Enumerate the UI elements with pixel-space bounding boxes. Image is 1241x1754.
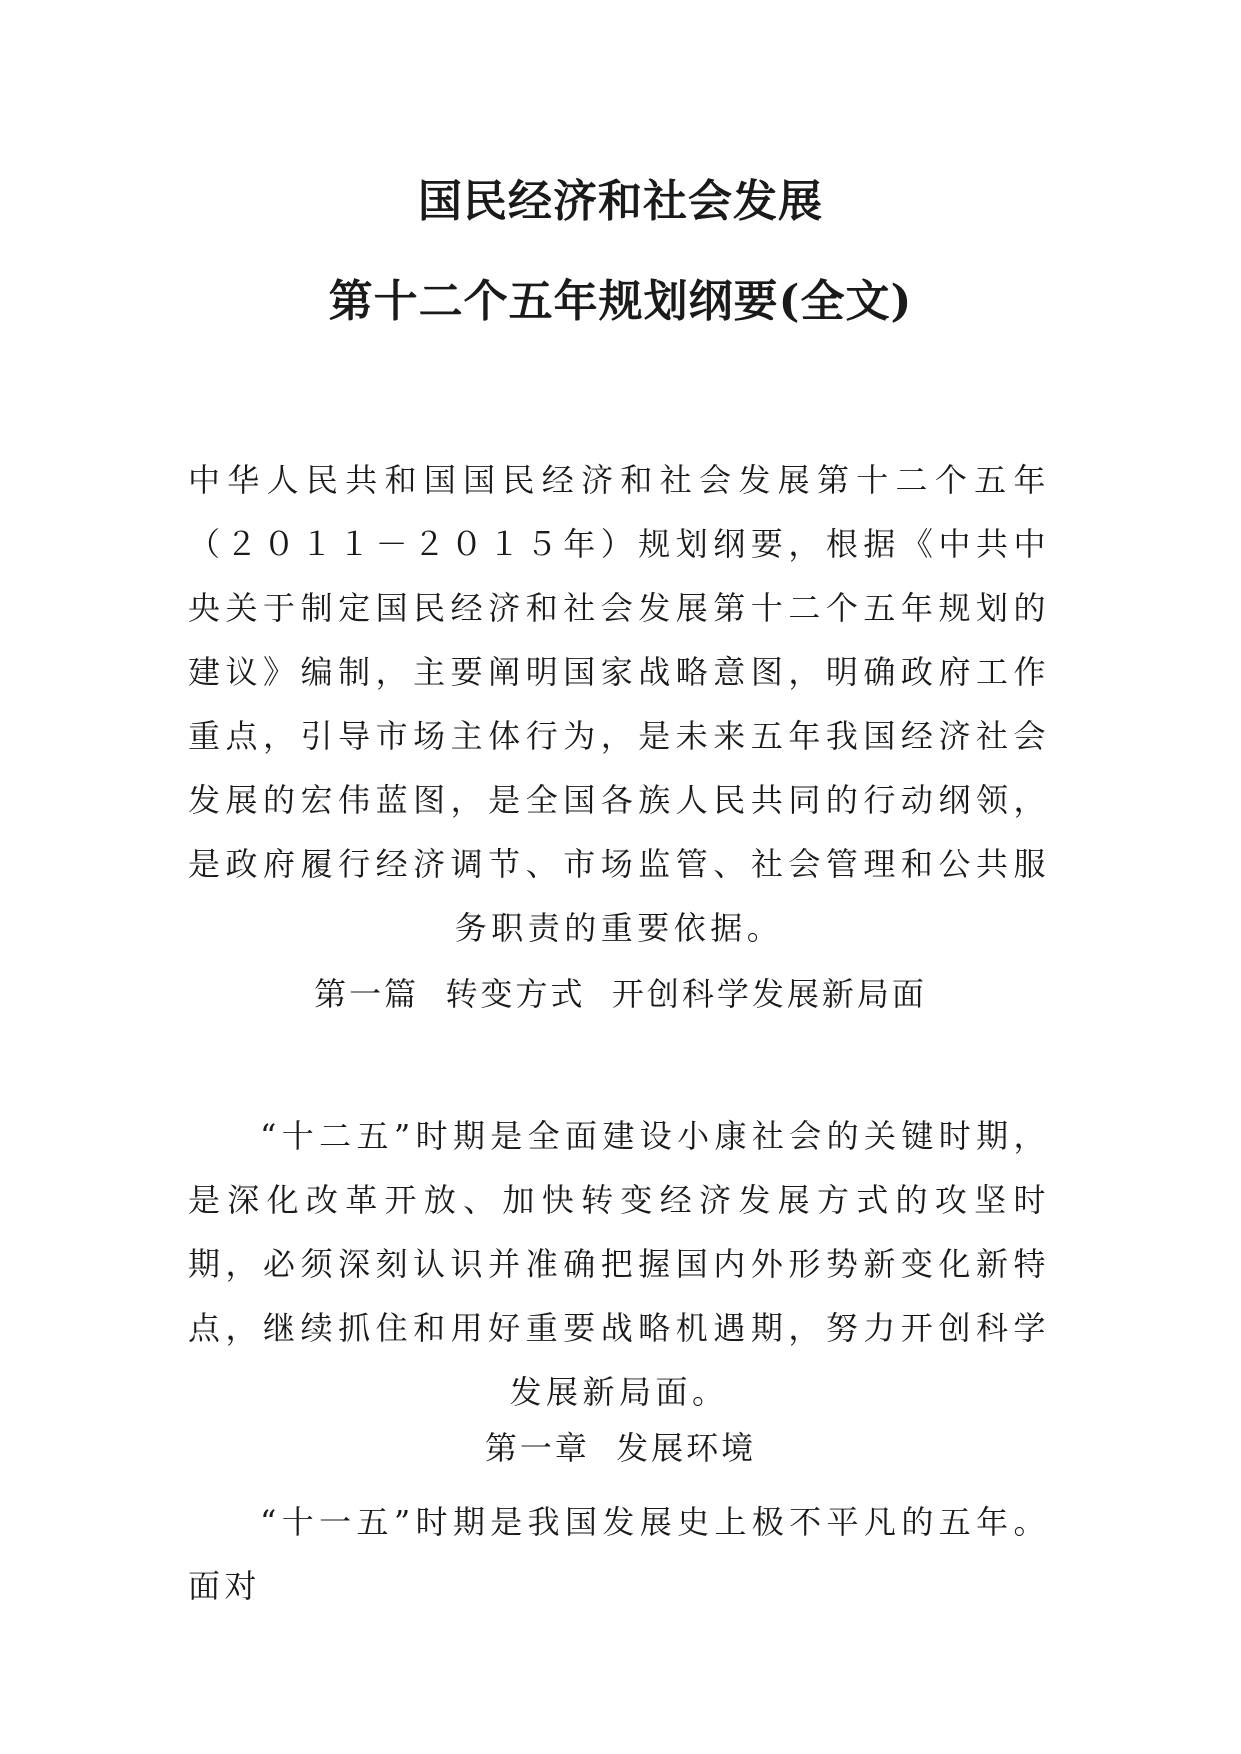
part-heading: 第一篇 转变方式 开创科学发展新局面: [314, 975, 927, 1013]
chapter-heading: 第一章 发展环境: [484, 1429, 757, 1467]
intro-paragraph: 中华人民共和国国民经济和社会发展第十二个五年（２０１１－２０１５年）规划纲要，根据《中共中央关于制定国民经济和社会发展第十二个五年规划的建议》编制，主要阐明国家战略意图，明确政府工作重点，引导市场主体行为，是未来五年我国经济社会发展的宏伟蓝图，是全国各族人民共同的行动纲领，是政府履行经济调节、市场监管、社会管理和公共服务职责的重要依据。: [188, 461, 1050, 947]
document-title-line-1: 国民经济和社会发展: [418, 176, 823, 227]
chapter-paragraph: “十一五”时期是我国发展史上极不平凡的五年。面对: [188, 1503, 1050, 1605]
part-intro-paragraph: “十二五”时期是全面建设小康社会的关键时期，是深化改革开放、加快转变经济发展方式的攻坚时期，必须深刻认识并准确把握国内外形势新变化新特点，继续抓住和用好重要战略机遇期，努力开创科学发展新局面。: [188, 1117, 1050, 1411]
document-title-line-2: 第十二个五年规划纲要(全文): [328, 276, 913, 327]
